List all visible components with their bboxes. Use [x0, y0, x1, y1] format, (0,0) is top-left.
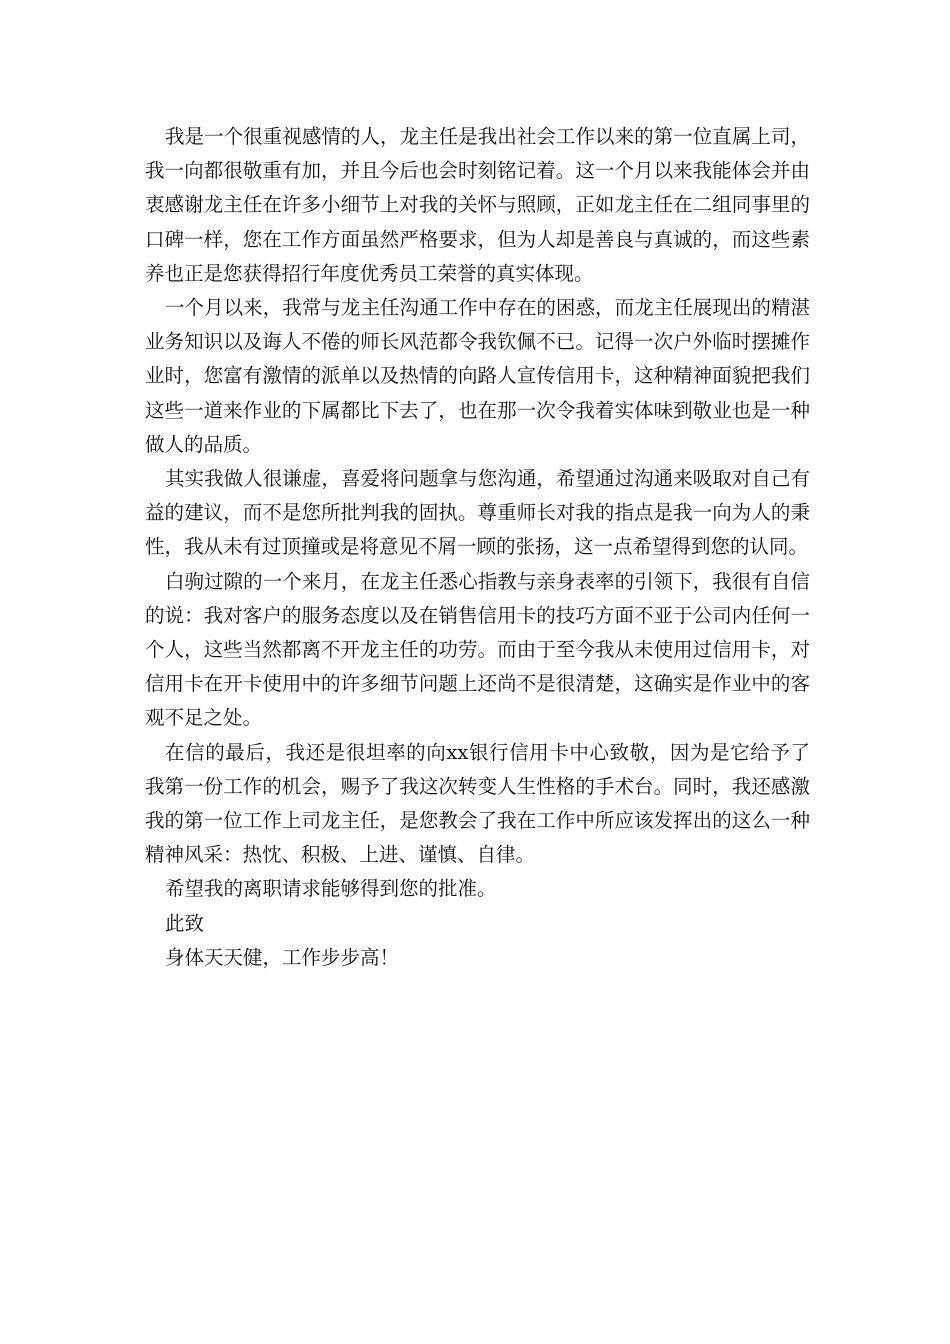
paragraph-4: 白驹过隙的一个来月，在龙主任悉心指教与亲身表率的引领下，我很有自信的说：我对客户的服务态度以及在销售信用卡的技巧方面不亚于公司内任何一个人，这些当然都离不开龙主任的功劳。而由于至今我从未使用过信用卡，对信用卡在开卡使用中的许多细节问题上还尚不是很清楚，这确实是作业中的客观不足之处。	[145, 569, 810, 730]
letter-body	[145, 120, 810, 975]
request-line: 希望我的离职请求能够得到您的批准。	[165, 877, 497, 901]
paragraph-1: 我是一个很重视感情的人，龙主任是我出社会工作以来的第一位直属上司，我一向都很敬重有加，并且今后也会时刻铭记着。这一个月以来我能体会并由衷感谢龙主任在许多小细节上对我的关怀与照顾，正如龙主任在二组同事里的口碑一样，您在工作方面虽然严格要求，但为人却是善良与真诚的，而这些素养也正是您获得招行年度优秀员工荣誉的真实体现。	[145, 125, 810, 285]
salutation: 此致	[165, 911, 205, 935]
paragraph-5: 在信的最后，我还是很坦率的向xx银行信用卡中心致敬，因为是它给予了我第一份工作的机会，赐予了我这次转变人生性格的手术台。同时，我还感激我的第一位工作上司龙主任，是您教会了我在工作中所应该发挥出的这么一种精神风采：热忱、积极、上进、谨慎、自律。	[145, 740, 810, 867]
paragraph-2: 一个月以来，我常与龙主任沟通工作中存在的困惑，而龙主任展现出的精湛业务知识以及诲人不倦的师长风范都令我钦佩不已。记得一次户外临时摆摊作业时，您富有激情的派单以及热情的向路人宣传信用卡，这种精神面貌把我们这些一道来作业的下属都比下去了，也在那一次令我着实体味到敬业也是一种做人的品质。	[145, 296, 810, 456]
closing-wish: 身体天天健，工作步步高！	[165, 945, 400, 969]
paragraph-3: 其实我做人很谦虚，喜爱将问题拿与您沟通，希望通过沟通来吸取对自己有益的建议，而不是您所批判我的固执。尊重师长对我的指点是我一向为人的秉性，我从未有过顶撞或是将意见不屑一顾的张扬，这一点希望得到您的认同。	[145, 467, 810, 559]
